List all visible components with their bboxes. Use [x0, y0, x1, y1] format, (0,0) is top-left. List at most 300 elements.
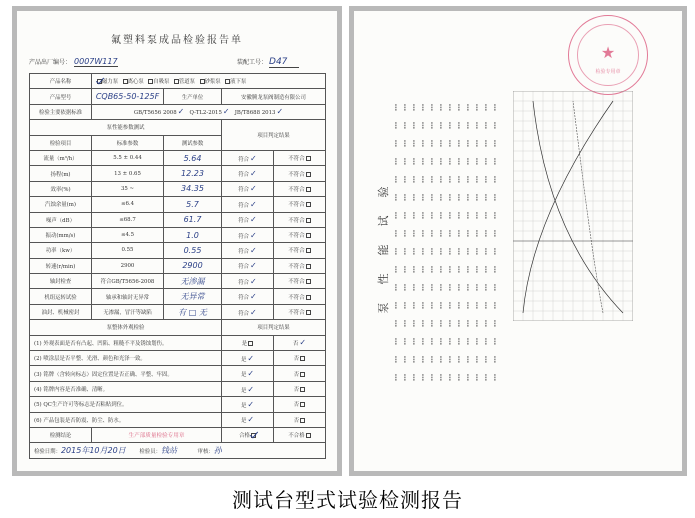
- texture-mark: ▪▪▪: [402, 157, 407, 165]
- checkbox: [200, 79, 205, 84]
- perf-fail: 不符合: [274, 258, 326, 273]
- texture-mark: ▪▪▪: [465, 319, 470, 327]
- visual-no: 否: [274, 397, 326, 412]
- texture-mark: ▪▪▪: [474, 103, 479, 111]
- texture-mark: ▪▪▪: [483, 283, 488, 291]
- perf-std: 35 ~: [92, 181, 164, 196]
- texture-mark: ▪▪▪: [393, 121, 398, 129]
- checkbox: [225, 79, 230, 84]
- page-caption: 测试台型式试验检测报告: [232, 488, 463, 512]
- texture-mark: ▪▪▪: [456, 301, 461, 309]
- perf-row: [30, 197, 326, 212]
- product-type-option: 磁力泵: [96, 79, 118, 85]
- perf-pass: 符合✓: [222, 212, 274, 227]
- texture-mark: ▪▪▪: [429, 193, 434, 201]
- graph-grid: [513, 91, 633, 321]
- inspector-signature: 钱站: [160, 446, 177, 456]
- texture-mark: ▪▪▪: [447, 283, 452, 291]
- texture-mark: ▪▪▪: [411, 121, 416, 129]
- checkbox: [306, 248, 311, 253]
- perf-item: 油封、机械密封: [30, 304, 92, 319]
- texture-mark: ▪▪▪: [483, 121, 488, 129]
- perf-std: ≤68.7: [92, 212, 164, 227]
- assembly-number: [237, 57, 299, 68]
- texture-mark: ▪▪▪: [411, 103, 416, 111]
- result-section-label: 项目判定结果: [222, 120, 326, 151]
- texture-mark: ▪▪▪: [474, 265, 479, 273]
- product-type-option: 离心泵: [122, 79, 144, 85]
- standards-row: [30, 104, 326, 119]
- report-title: 氟塑料泵成品检验报告单: [111, 35, 243, 46]
- texture-mark: ▪▪▪: [483, 211, 488, 219]
- texture-mark: ▪▪▪: [438, 373, 443, 381]
- perf-row: [30, 181, 326, 196]
- texture-mark: ▪▪▪: [492, 193, 497, 201]
- texture-mark: ▪▪▪: [411, 157, 416, 165]
- texture-mark: ▪▪▪: [402, 229, 407, 237]
- model-label: 产品型号: [30, 89, 92, 104]
- texture-mark: ▪▪▪: [492, 157, 497, 165]
- texture-mark: ▪▪▪: [483, 175, 488, 183]
- texture-mark: ▪▪▪: [429, 265, 434, 273]
- texture-mark: ▪▪▪: [429, 103, 434, 111]
- texture-mark: ▪▪▪: [438, 319, 443, 327]
- product-type-option: 砂浆泵: [199, 79, 221, 85]
- visual-yes: 是: [222, 335, 274, 350]
- texture-mark: ▪▪▪: [474, 211, 479, 219]
- producer-value: 安徽腾龙泵阀制造有限公司: [222, 89, 326, 104]
- checkbox: [97, 79, 102, 84]
- perf-item: 汽蚀余量(m): [30, 197, 92, 212]
- visual-no: 否: [274, 366, 326, 381]
- visual-row: [30, 351, 326, 366]
- texture-mark: ▪▪▪: [411, 337, 416, 345]
- texture-mark: ▪▪▪: [456, 373, 461, 381]
- perf-test: 无异常: [164, 289, 222, 304]
- product-type-option: 液下泵: [224, 79, 246, 85]
- perf-item: 扬程(m): [30, 166, 92, 181]
- perf-fail: 不符合: [274, 289, 326, 304]
- texture-mark: ▪▪▪: [456, 229, 461, 237]
- standards-values: GB/T5656 2008✓ Q-TL2-2015✓ JB/T8688 2013✓: [92, 104, 326, 119]
- texture-mark: ▪▪▪: [438, 139, 443, 147]
- texture-mark: ▪▪▪: [393, 139, 398, 147]
- texture-mark: ▪▪▪: [429, 301, 434, 309]
- texture-mark: ▪▪▪: [492, 283, 497, 291]
- visual-section-header: [30, 320, 326, 335]
- texture-mark: ▪▪▪: [393, 319, 398, 327]
- texture-mark: ▪▪▪: [420, 193, 425, 201]
- texture-mark: ▪▪▪: [429, 283, 434, 291]
- visual-item: (1) 外观表面是否有凸起、凹陷、粗糙不平及锈蚀划伤。: [30, 335, 222, 350]
- checkbox: [306, 218, 311, 223]
- perf-pass: 符合✓: [222, 166, 274, 181]
- perf-section-header: [30, 120, 326, 135]
- texture-mark: ▪▪▪: [492, 175, 497, 183]
- col-item: 检验项目: [30, 135, 92, 150]
- texture-mark: ▪▪▪: [402, 139, 407, 147]
- visual-result-label: 项目判定结果: [222, 320, 326, 335]
- checkbox: [306, 202, 311, 207]
- texture-mark: ▪▪▪: [474, 283, 479, 291]
- checkbox: [306, 295, 311, 300]
- texture-mark: ▪▪▪: [483, 319, 488, 327]
- texture-mark: ▪▪▪: [456, 139, 461, 147]
- texture-mark: ▪▪▪: [411, 283, 416, 291]
- visual-yes: 是✓: [222, 366, 274, 381]
- texture-mark: ▪▪▪: [474, 157, 479, 165]
- texture-mark: ▪▪▪: [411, 139, 416, 147]
- texture-mark: ▪▪▪: [483, 265, 488, 273]
- right-report-paper: [354, 11, 682, 471]
- texture-mark: ▪▪▪: [411, 265, 416, 273]
- perf-test: 无渗漏: [164, 274, 222, 289]
- perf-pass: 符合✓: [222, 258, 274, 273]
- visual-row: [30, 366, 326, 381]
- perf-item: 功率（kw）: [30, 243, 92, 258]
- perf-test: 12.23: [164, 166, 222, 181]
- visual-row: [30, 397, 326, 412]
- perf-test: 1.0: [164, 227, 222, 242]
- texture-mark: ▪▪▪: [402, 319, 407, 327]
- inspection-report: [17, 11, 337, 471]
- texture-mark: ▪▪▪: [402, 337, 407, 345]
- perf-test: 34.35: [164, 181, 222, 196]
- checkbox: [306, 310, 311, 315]
- assembly-number-label: 装配工号：: [237, 59, 268, 66]
- texture-mark: ▪▪▪: [447, 121, 452, 129]
- performance-test-title: 泵性能试验: [377, 168, 390, 314]
- checkbox: [306, 172, 311, 177]
- texture-mark: ▪▪▪: [438, 157, 443, 165]
- texture-mark: ▪▪▪: [429, 337, 434, 345]
- texture-mark: ▪▪▪: [456, 157, 461, 165]
- texture-mark: ▪▪▪: [411, 247, 416, 255]
- texture-mark: ▪▪▪: [447, 175, 452, 183]
- texture-mark: ▪▪▪: [492, 301, 497, 309]
- texture-mark: ▪▪▪: [456, 319, 461, 327]
- checkbox: [306, 433, 311, 438]
- texture-mark: ▪▪▪: [402, 373, 407, 381]
- texture-mark: ▪▪▪: [420, 103, 425, 111]
- texture-mark: ▪▪▪: [465, 355, 470, 363]
- perf-pass: 符合✓: [222, 274, 274, 289]
- texture-mark: ▪▪▪: [411, 193, 416, 201]
- texture-mark: ▪▪▪: [420, 175, 425, 183]
- texture-mark: ▪▪▪: [420, 247, 425, 255]
- checkbox: [251, 433, 256, 438]
- perf-pass: 符合✓: [222, 197, 274, 212]
- texture-mark: ▪▪▪: [492, 355, 497, 363]
- texture-mark: ▪▪▪: [465, 139, 470, 147]
- model-row: [30, 89, 326, 104]
- texture-mark: ▪▪▪: [420, 373, 425, 381]
- texture-mark: ▪▪▪: [492, 265, 497, 273]
- texture-mark: ▪▪▪: [447, 337, 452, 345]
- inspection-table: [29, 73, 326, 459]
- texture-mark: ▪▪▪: [420, 229, 425, 237]
- perf-pass: 符合✓: [222, 304, 274, 319]
- texture-mark: ▪▪▪: [447, 355, 452, 363]
- stamp-star-icon: ★: [600, 43, 616, 62]
- texture-mark: ▪▪▪: [483, 193, 488, 201]
- texture-mark: ▪▪▪: [483, 355, 488, 363]
- texture-mark: ▪▪▪: [429, 247, 434, 255]
- texture-mark: ▪▪▪: [456, 337, 461, 345]
- texture-mark: ▪▪▪: [429, 139, 434, 147]
- texture-mark: ▪▪▪: [438, 247, 443, 255]
- texture-mark: ▪▪▪: [411, 175, 416, 183]
- texture-mark: ▪▪▪: [483, 157, 488, 165]
- perf-item: 轴封检查: [30, 274, 92, 289]
- perf-row: [30, 289, 326, 304]
- texture-mark: ▪▪▪: [456, 265, 461, 273]
- visual-yes: 是✓: [222, 351, 274, 366]
- texture-mark: ▪▪▪: [456, 211, 461, 219]
- perf-test: 2900: [164, 258, 222, 273]
- texture-mark: ▪▪▪: [438, 211, 443, 219]
- texture-mark: ▪▪▪: [483, 373, 488, 381]
- perf-test: 5.64: [164, 150, 222, 165]
- perf-pass: 符合✓: [222, 181, 274, 196]
- texture-mark: ▪▪▪: [420, 301, 425, 309]
- texture-mark: ▪▪▪: [447, 319, 452, 327]
- texture-mark: ▪▪▪: [474, 301, 479, 309]
- product-name-label: 产品名称: [30, 74, 92, 89]
- texture-mark: ▪▪▪: [492, 229, 497, 237]
- texture-mark: ▪▪▪: [393, 193, 398, 201]
- perf-std: 符合GB/T5656-2008: [92, 274, 164, 289]
- texture-mark: ▪▪▪: [429, 319, 434, 327]
- left-report-paper: [17, 11, 337, 471]
- texture-mark: ▪▪▪: [420, 355, 425, 363]
- texture-mark: ▪▪▪: [393, 265, 398, 273]
- factory-number-label: 产品出厂编号：: [29, 59, 72, 66]
- texture-mark: ▪▪▪: [447, 157, 452, 165]
- texture-mark: ▪▪▪: [420, 337, 425, 345]
- texture-mark: ▪▪▪: [429, 121, 434, 129]
- perf-row: [30, 227, 326, 242]
- visual-no: 否: [274, 381, 326, 396]
- head-curve: [523, 101, 613, 313]
- texture-mark: ▪▪▪: [474, 139, 479, 147]
- visual-item: (5) QC生产许可等标志是否粘贴到位。: [30, 397, 222, 412]
- texture-mark: ▪▪▪: [465, 211, 470, 219]
- perf-fail: 不符合: [274, 243, 326, 258]
- texture-mark: ▪▪▪: [393, 301, 398, 309]
- texture-mark: ▪▪▪: [447, 103, 452, 111]
- perf-test: 5.7: [164, 197, 222, 212]
- texture-mark: ▪▪▪: [447, 229, 452, 237]
- texture-mark: ▪▪▪: [438, 301, 443, 309]
- perf-fail: 不符合: [274, 181, 326, 196]
- texture-mark: ▪▪▪: [447, 265, 452, 273]
- texture-mark: ▪▪▪: [456, 355, 461, 363]
- power-curve: [573, 101, 603, 313]
- texture-mark: ▪▪▪: [438, 193, 443, 201]
- perf-pass: 符合✓: [222, 227, 274, 242]
- texture-mark: ▪▪▪: [447, 193, 452, 201]
- visual-row: [30, 412, 326, 427]
- texture-mark: ▪▪▪: [420, 121, 425, 129]
- texture-mark: ▪▪▪: [492, 211, 497, 219]
- right-report-frame: [349, 6, 687, 476]
- perf-row: [30, 166, 326, 181]
- perf-fail: 不符合: [274, 150, 326, 165]
- signature-cell: 检验日期：2015年10月20日 检验员：钱站 审核：孙: [30, 443, 326, 458]
- texture-mark: ▪▪▪: [465, 373, 470, 381]
- texture-mark: ▪▪▪: [447, 373, 452, 381]
- texture-mark: ▪▪▪: [465, 283, 470, 291]
- texture-mark: ▪▪▪: [456, 175, 461, 183]
- texture-mark: ▪▪▪: [402, 301, 407, 309]
- perf-test: 0.55: [164, 243, 222, 258]
- texture-mark: ▪▪▪: [492, 121, 497, 129]
- texture-mark: ▪▪▪: [483, 301, 488, 309]
- texture-mark: ▪▪▪: [465, 103, 470, 111]
- texture-mark: ▪▪▪: [492, 373, 497, 381]
- texture-mark: ▪▪▪: [465, 121, 470, 129]
- texture-mark: ▪▪▪: [438, 355, 443, 363]
- texture-mark: ▪▪▪: [474, 247, 479, 255]
- texture-mark: ▪▪▪: [438, 103, 443, 111]
- texture-mark: ▪▪▪: [438, 265, 443, 273]
- checker-signature: 孙: [213, 446, 222, 456]
- texture-mark: ▪▪▪: [420, 139, 425, 147]
- texture-mark: ▪▪▪: [438, 121, 443, 129]
- perf-pass: 符合✓: [222, 243, 274, 258]
- perf-item: 转速(r/min): [30, 258, 92, 273]
- conclusion-fail: 不合格: [274, 427, 326, 442]
- texture-mark: ▪▪▪: [393, 283, 398, 291]
- perf-row: [30, 304, 326, 319]
- perf-std: ≤6.4: [92, 197, 164, 212]
- perf-std: 轴承和轴封无异常: [92, 289, 164, 304]
- texture-mark: ▪▪▪: [474, 355, 479, 363]
- texture-mark: ▪▪▪: [447, 211, 452, 219]
- texture-mark: ▪▪▪: [393, 175, 398, 183]
- conclusion-row: [30, 427, 326, 442]
- perf-std: 5.5 ± 0.44: [92, 150, 164, 165]
- texture-mark: ▪▪▪: [456, 121, 461, 129]
- texture-mark: ▪▪▪: [393, 337, 398, 345]
- visual-yes: 是✓: [222, 412, 274, 427]
- texture-mark: ▪▪▪: [393, 229, 398, 237]
- checkbox: [174, 79, 179, 84]
- texture-mark: ▪▪▪: [420, 265, 425, 273]
- perf-item: 振动(mm/s): [30, 227, 92, 242]
- product-type-options: [92, 74, 326, 89]
- conclusion-pass: 合格: [222, 427, 274, 442]
- perf-pass: 符合✓: [222, 150, 274, 165]
- texture-mark: ▪▪▪: [402, 355, 407, 363]
- perf-test: 有 □ 无: [164, 304, 222, 319]
- checkbox: [306, 187, 311, 192]
- perf-std: ≤4.5: [92, 227, 164, 242]
- perf-fail: 不符合: [274, 197, 326, 212]
- texture-mark: ▪▪▪: [447, 301, 452, 309]
- perf-row: [30, 150, 326, 165]
- texture-mark: ▪▪▪: [402, 175, 407, 183]
- factory-number: [29, 57, 118, 67]
- perf-fail: 不符合: [274, 304, 326, 319]
- texture-mark: ▪▪▪: [465, 175, 470, 183]
- visual-no: 否✓: [274, 335, 326, 350]
- conclusion-label: 检测结论: [30, 427, 92, 442]
- texture-mark: ▪▪▪: [429, 355, 434, 363]
- texture-mark: ▪▪▪: [474, 175, 479, 183]
- checkbox: [306, 233, 311, 238]
- perf-row: [30, 212, 326, 227]
- texture-mark: ▪▪▪: [393, 247, 398, 255]
- perf-item: 噪声（dB）: [30, 212, 92, 227]
- perf-fail: 不符合: [274, 274, 326, 289]
- texture-mark: ▪▪▪: [429, 175, 434, 183]
- perf-std: 无渗漏，冒汗等缺陷: [92, 304, 164, 319]
- texture-mark: ▪▪▪: [429, 229, 434, 237]
- visual-item: (3) 铭牌（含转向标志）固定位置是否正确、平整、牢固。: [30, 366, 222, 381]
- texture-mark: ▪▪▪: [402, 265, 407, 273]
- texture-mark: ▪▪▪: [492, 319, 497, 327]
- perf-fail: 不符合: [274, 212, 326, 227]
- texture-mark: ▪▪▪: [465, 265, 470, 273]
- performance-curve-graph: [513, 91, 633, 321]
- visual-row: [30, 381, 326, 396]
- texture-mark: ▪▪▪: [438, 337, 443, 345]
- visual-no: 否: [274, 412, 326, 427]
- checkbox: [306, 264, 311, 269]
- model-value: CQB65-50-125F: [92, 89, 164, 104]
- checkbox: [306, 156, 311, 161]
- texture-mark: ▪▪▪: [393, 211, 398, 219]
- perf-row: [30, 258, 326, 273]
- product-type-option: 管道泵: [173, 79, 195, 85]
- texture-mark: ▪▪▪: [402, 283, 407, 291]
- texture-mark: ▪▪▪: [456, 103, 461, 111]
- texture-mark: ▪▪▪: [456, 283, 461, 291]
- texture-mark: ▪▪▪: [474, 337, 479, 345]
- texture-mark: ▪▪▪: [474, 319, 479, 327]
- conclusion-stamp: 生产部质量检验专用章: [92, 427, 222, 442]
- texture-mark: ▪▪▪: [492, 103, 497, 111]
- visual-row: [30, 335, 326, 350]
- texture-mark: ▪▪▪: [402, 103, 407, 111]
- texture-mark: ▪▪▪: [420, 157, 425, 165]
- texture-mark: ▪▪▪: [393, 157, 398, 165]
- product-type-option: 自吸泵: [147, 79, 169, 85]
- texture-mark: ▪▪▪: [402, 121, 407, 129]
- texture-mark: ▪▪▪: [438, 229, 443, 237]
- texture-mark: ▪▪▪: [411, 373, 416, 381]
- standards-label: 检验主要依据标准: [30, 104, 92, 119]
- visual-item: (6) 产品包装是否防震、防尘、防水。: [30, 412, 222, 427]
- texture-mark: ▪▪▪: [456, 193, 461, 201]
- texture-mark: ▪▪▪: [456, 247, 461, 255]
- texture-mark: ▪▪▪: [465, 229, 470, 237]
- texture-mark: ▪▪▪: [438, 283, 443, 291]
- visual-item: (4) 铭牌内容是否准确、清晰。: [30, 381, 222, 396]
- perf-test: 61.7: [164, 212, 222, 227]
- perf-std: 13 ± 0.65: [92, 166, 164, 181]
- texture-mark: ▪▪▪: [492, 139, 497, 147]
- checkbox: [148, 79, 153, 84]
- stamp-label: 检验专用章: [595, 69, 621, 75]
- efficiency-curve: [533, 101, 623, 313]
- product-name-row: [30, 74, 326, 89]
- texture-mark: ▪▪▪: [492, 337, 497, 345]
- texture-mark: ▪▪▪: [474, 121, 479, 129]
- assembly-number-value: D47: [269, 57, 299, 68]
